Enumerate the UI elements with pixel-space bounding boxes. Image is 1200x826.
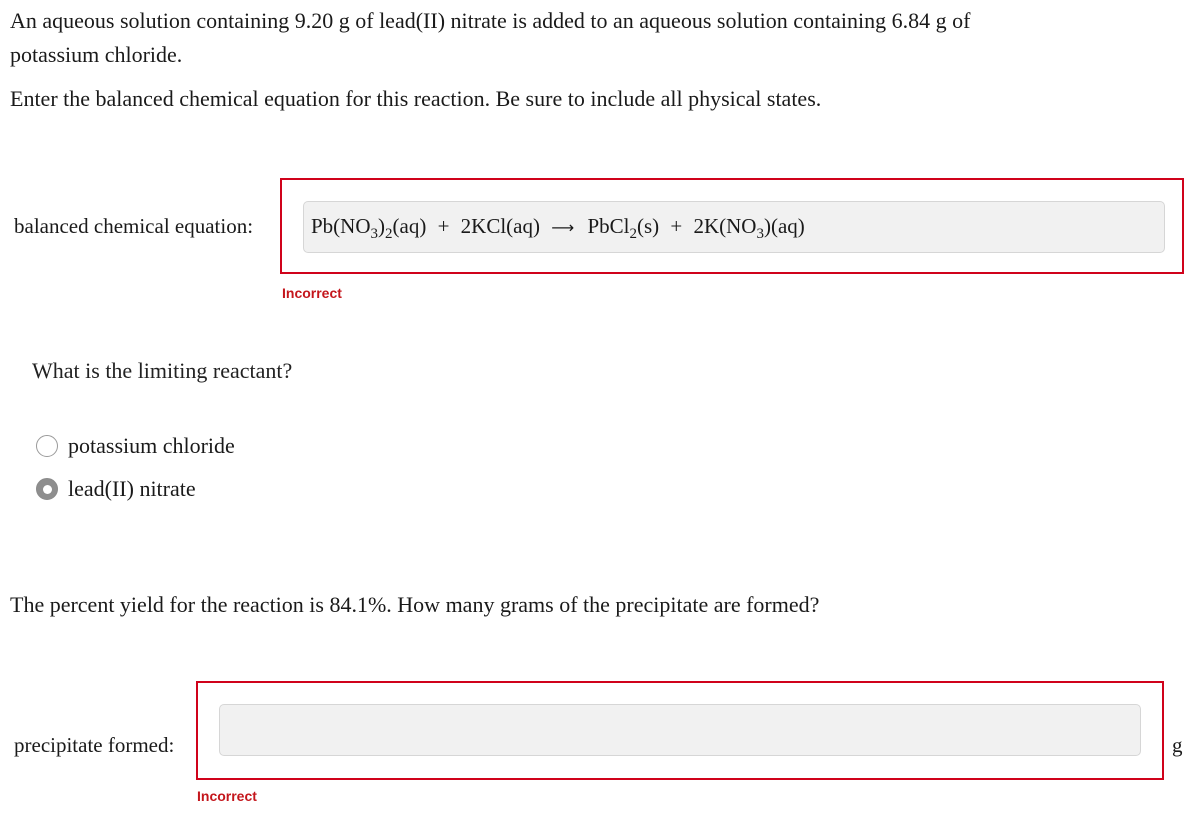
reactant-potassium-chloride: 2KCl(aq) [460,214,540,238]
instruction-text: Enter the balanced chemical equation for this reaction. Be sure to include all physical states. [10,86,822,111]
precipitate-label: precipitate formed: [14,733,175,757]
problem-statement: An aqueous solution containing 9.20 g of lead(II) nitrate is added to an aqueous solution containing 6.84 g of potassium chloride. [10,8,971,67]
reactant-lead-nitrate: $Pb(NO_3)_2(aq)$ [311,214,427,242]
product-potassium-nitrate: $2K(NO_3)(aq)$ [693,214,805,242]
equation-feedback: Incorrect [282,285,342,301]
percent-yield-question: The percent yield for the reaction is 84.1%. How many grams of the precipitate are formed? [10,592,820,617]
limiting-reactant-question: What is the limiting reactant? [32,358,293,383]
precipitate-input[interactable] [219,704,1141,756]
option-lead-nitrate[interactable] [36,474,196,504]
option-potassium-chloride[interactable] [36,431,235,461]
option-label: potassium chloride [68,433,235,458]
plus-sign: + [437,214,450,238]
radio-unchecked-icon[interactable] [36,435,58,457]
product-lead-chloride: PbCl$_2$(s) [587,214,660,242]
precipitate-feedback: Incorrect [197,788,257,804]
equation-label: balanced chemical equation: [14,214,254,238]
reaction-arrow-icon: ⟶ [551,218,575,237]
plus-sign: + [670,214,683,238]
equation-input[interactable] [303,201,1165,253]
unit-label: g [1172,733,1183,757]
radio-checked-icon[interactable] [36,478,58,500]
option-label: lead(II) nitrate [68,476,196,501]
